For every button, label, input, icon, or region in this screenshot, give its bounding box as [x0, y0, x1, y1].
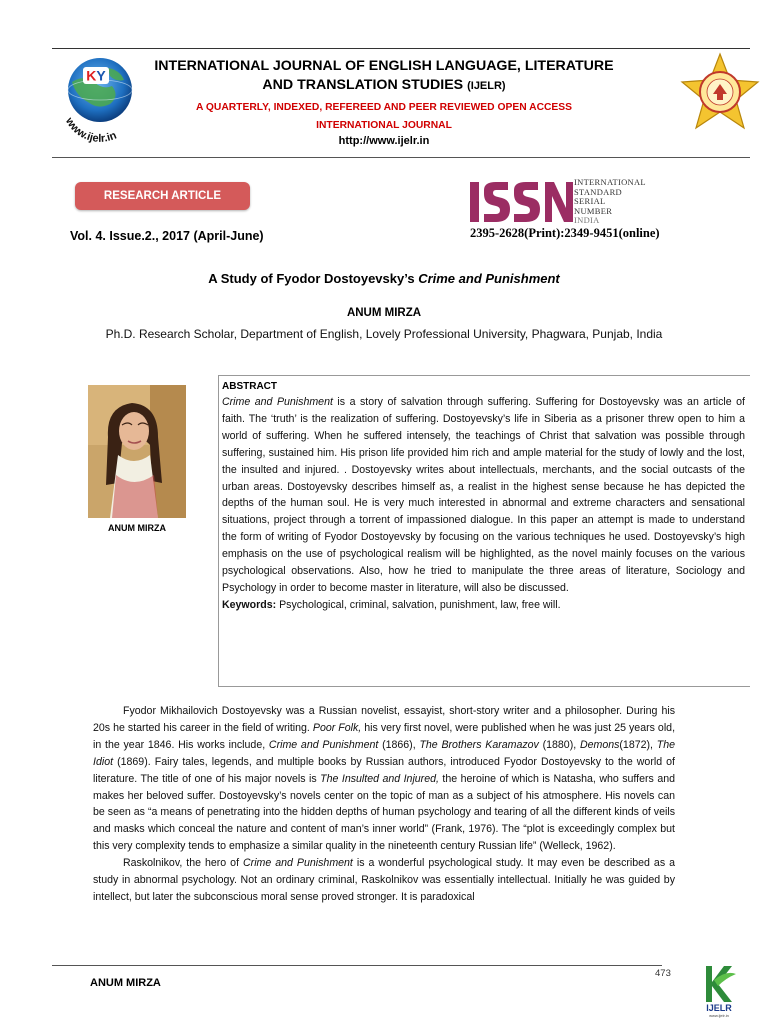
author-photo [88, 385, 186, 518]
svg-text:www.ijelr.in: www.ijelr.in [63, 115, 119, 145]
journal-globe-logo [50, 52, 150, 150]
abstract-paragraph [222, 394, 745, 597]
author-affiliation: Ph.D. Research Scholar, Department of English, Lovely Professional University, Phagwara, Punjab, India [105, 327, 663, 341]
abstract-text: is a story of salvation through suffering. Suffering for Dostoyevsky was an article of faith. The ‘truth’ is the realization of suffering. Dostoyevsky’s life in Siberia as a prisoner threw open to him a world of suffering. When he suffered intensely, the teachings of Christ that salvation was possible through suffering, sustained him. His prison life provided him rich and ample material for the study of lowly and the lost, the insulted and injured. . Dostoyevsky writes about intellectuals, merchants, and the social outcasts of the urban areas. Dostoyevsky describes himself as, a realist in the highest sense because he has depicted the depths of the human soul. He is very much interested in abnormal and extreme characters and sensational situations, project through a torrent of impassioned dialogue. In this paper an attempt is made to understand the form of writing of Fyodor Dostoyevsky by focusing on the various techniques he used. Dostoyevsky’s high emphasis on the use of psychological realism will be highlighted, as the novel mainly focuses on the various psychological observations. Also, how he tried to manipulate the three areas of literature, Sociology and Psychology in order to become master in literature, will also be discussed. [222, 396, 745, 594]
issn-description [574, 178, 646, 226]
paper-title-italic: Crime and Punishment [418, 271, 560, 286]
footer-logo-url: www.ijelr.in [709, 1013, 729, 1018]
journal-title-line2: AND TRANSLATION STUDIES [262, 77, 464, 93]
header-bottom-rule [52, 157, 750, 158]
main-body-text [93, 703, 675, 906]
header-top-rule [52, 48, 750, 49]
body-italic: Crime and Punishment [268, 738, 379, 751]
issn-word: SERIAL [574, 196, 606, 206]
journal-subtitle-line2: INTERNATIONAL JOURNAL [316, 120, 452, 131]
abstract-italic-title: Crime and Punishment [222, 396, 333, 408]
paper-title [0, 271, 768, 286]
issn-numbers: 2395-2628(Print):2349-9451(online) [470, 226, 660, 240]
research-article-badge[interactable]: RESEARCH ARTICLE [75, 182, 250, 210]
body-italic: Crime and Punishment [243, 857, 353, 870]
body-italic: Demons [579, 738, 620, 751]
footer-rule [52, 965, 662, 966]
photo-caption: ANUM MIRZA [108, 523, 166, 533]
ijelr-footer-logo-icon [696, 960, 742, 1018]
author-name: ANUM MIRZA [346, 307, 422, 319]
footer-author: ANUM MIRZA [90, 977, 161, 989]
body-text: (1869). Fairy tales, legends, and multiple books by Russian authors, introduced Fyodor Dostoyevsky to the world of literature. The title of one of his major novels is [93, 755, 675, 785]
keywords-label: Keywords: [222, 598, 277, 611]
star-seal-logo-icon [680, 52, 760, 142]
keywords-line [222, 597, 745, 614]
abstract-heading: ABSTRACT [222, 381, 277, 392]
body-text: (1880), [538, 738, 580, 751]
issn-word: INTERNATIONAL [574, 177, 646, 187]
body-italic: Poor Folk, [312, 721, 362, 734]
body-paragraph-2 [93, 855, 675, 906]
paper-title-prefix: A Study of Fyodor Dostoyevsky’s [208, 271, 419, 286]
journal-url-link[interactable]: http://www.ijelr.in [338, 135, 430, 147]
body-italic: The Idiot [93, 738, 676, 768]
body-text: is a wonderful psychological study. It may even be described as a study in abnormal psychology. Not an ordinary criminal, Raskolnikov was essentially intellectual. Initially he was guided by intellect, but later the subconscious moral sense proved stronger. It is paradoxical [93, 857, 675, 903]
volume-issue-text: Vol. 4. Issue.2., 2017 (April-June) [70, 229, 264, 243]
page-number: 473 [655, 968, 671, 979]
abstract-body [222, 394, 745, 614]
journal-title-line1: INTERNATIONAL JOURNAL OF ENGLISH LANGUAGE, LITERATURE [154, 58, 614, 74]
issn-word: STANDARD [574, 186, 623, 197]
body-text: his very first novel, were published when he was just 25 years old, in the year 1846. His works include, [93, 721, 676, 751]
issn-word: INDIA [574, 215, 600, 225]
svg-text:KY: KY [86, 67, 106, 84]
body-text: the heroine of which is Natasha, who suffers and makes her beloved suffer. Dostoyevsky’s novels center on the topic of man as a subject of his atmosphere. His novels can be seen as “a means of penetrating into the hidden depths of human psychology and tearing of all the different kinds of veils and masks which conceal the nature and content of man’s inner world” (Frank, 1976). The “plot is exceedingly complex but this very complexity tends to emphasize a similar quality in the nineteenth century Russian life” (Welleck, 1962). [93, 772, 675, 853]
footer-logo-text: IJELR [706, 1003, 732, 1013]
keywords-list: Psychological, criminal, salvation, punishment, law, free will. [276, 598, 561, 611]
body-text: Fyodor Mikhailovich Dostoyevsky was a Russian novelist, essayist, short-story writer and a philosopher. During his 20s he started his career in the field of writing. [93, 705, 675, 734]
journal-title [150, 57, 618, 96]
journal-abbreviation: (IJELR) [467, 80, 506, 92]
body-text: (1872), [619, 738, 657, 751]
body-paragraph-1 [93, 703, 675, 855]
body-italic: The Insulted and Injured, [320, 772, 439, 785]
body-italic: The Brothers Karamazov [419, 738, 539, 751]
body-text: Raskolnikov, the hero of [123, 857, 244, 870]
body-text: (1866), [378, 738, 420, 751]
issn-word: NUMBER [574, 205, 613, 216]
journal-subtitle [150, 99, 618, 135]
journal-subtitle-line1: A QUARTERLY, INDEXED, REFEREED AND PEER REVIEWED OPEN ACCESS [195, 102, 573, 113]
